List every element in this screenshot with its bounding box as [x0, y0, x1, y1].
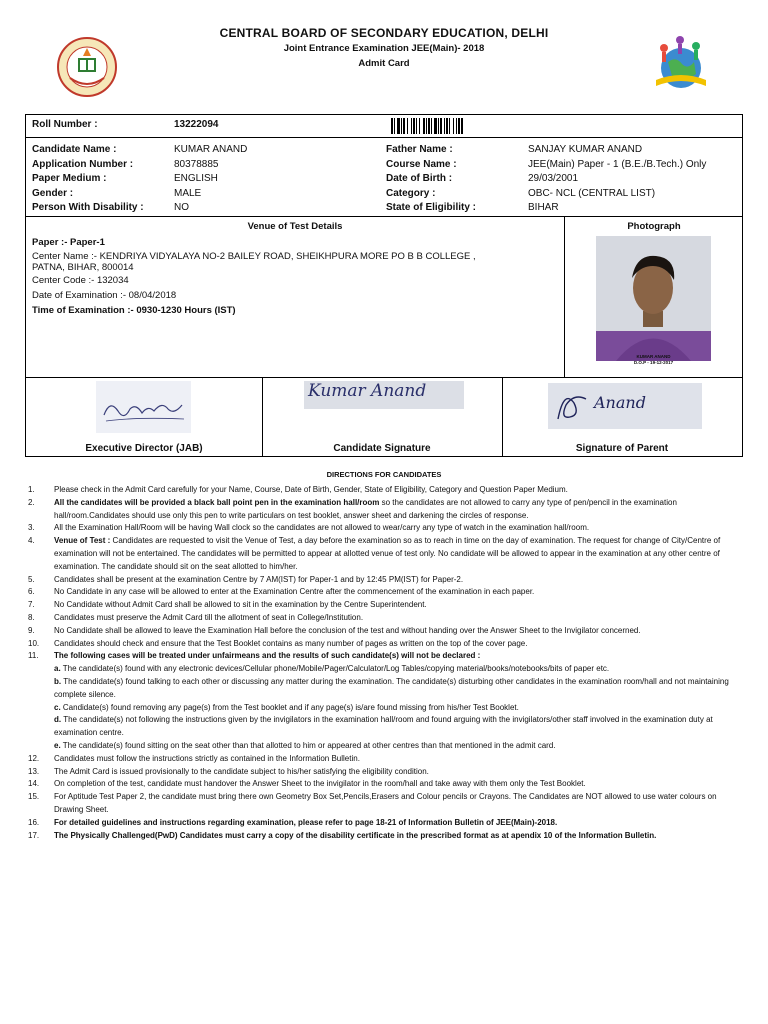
direction-number: 11. — [28, 651, 39, 661]
direction-item — [28, 484, 740, 497]
direction-text: All the candidates will be provided a black ball point pen in the examination hall/room so the candidates are not allowed to carry any type of pen/pencil in the examination hall/room.Candidates should use only this pen to write particulars on test booklet, answer sheet and darkening the circles of response. — [54, 497, 677, 520]
parent-signature-cell — [502, 377, 742, 457]
direction-number: 8. — [28, 612, 35, 622]
course-name-label: Course Name : — [386, 158, 457, 170]
photo-caption-dob: D.O.P - 19-12-2017 — [633, 360, 674, 365]
category-label: Category : — [386, 187, 436, 199]
direction-number: 7. — [28, 600, 35, 610]
center-address: PATNA, BIHAR, 800014 — [32, 262, 134, 273]
direction-subitem-text: a. The candidate(s) found with any electronic devices/Cellular phone/Mobile/Pager/Calculator/Log Tables/copying material/books/notebooks/bits of paper etc. — [54, 664, 610, 674]
barcode-bar — [444, 118, 445, 134]
barcode-bar — [446, 118, 448, 134]
candidate-photo — [596, 236, 711, 371]
direction-number: 2. — [28, 497, 35, 507]
direction-number: 12. — [28, 753, 40, 763]
category-value: OBC- NCL (CENTRAL LIST) — [528, 187, 656, 199]
direction-subitem-text: e. The candidate(s) found sitting on the seat other than that allotted to him or appeared at other centres than that mentioned in the admit card. — [54, 740, 556, 750]
admit-card-box — [25, 114, 743, 457]
gender-label: Gender : — [32, 187, 74, 199]
field-row — [386, 172, 741, 187]
direction-item — [28, 778, 740, 791]
direction-text: For Aptitude Test Paper 2, the candidate must bring there own Geometry Box Set,Pencils,Erasers and Colour pencils or Crayons. The Candidates are NOT allowed to use water colours on Drawing Sheet. — [54, 792, 717, 814]
roll-number-label: Roll Number : — [32, 119, 98, 130]
father-name-value: SANJAY KUMAR ANAND — [528, 144, 643, 155]
barcode-bar — [416, 118, 417, 134]
portrait-icon — [596, 236, 711, 371]
field-row — [32, 201, 392, 216]
photo-caption-name: KUMAR ANAND — [636, 354, 671, 359]
right-fields — [386, 143, 741, 216]
direction-text — [54, 650, 740, 663]
direction-item — [28, 574, 740, 587]
director-signature-icon — [96, 381, 191, 433]
directions-title: DIRECTIONS FOR CANDIDATES — [326, 470, 442, 479]
barcode-bar — [403, 118, 405, 134]
barcode-bar — [401, 118, 402, 134]
field-row — [386, 158, 741, 173]
direction-subitem-letter: e. — [54, 740, 61, 750]
direction-text — [54, 817, 740, 830]
direction-number: 3. — [28, 523, 35, 533]
direction-number: 1. — [28, 485, 35, 494]
direction-item — [28, 650, 740, 663]
direction-item — [28, 766, 740, 779]
divider — [26, 137, 742, 138]
field-row — [32, 187, 392, 202]
admit-card-title: Admit Card — [358, 58, 410, 69]
direction-text: Candidates must preserve the Admit Card till the allotment of seat in College/Institution. — [54, 612, 364, 622]
direction-item — [28, 535, 740, 573]
direction-subitem — [28, 663, 740, 676]
candidate-signature-cell — [262, 377, 502, 457]
dob-label: Date of Birth : — [386, 173, 453, 184]
direction-item — [28, 522, 740, 535]
candidate-name-value: KUMAR ANAND — [174, 144, 248, 155]
barcode-bar — [456, 118, 457, 134]
photo-title: Photograph — [627, 221, 681, 232]
direction-text: Please check in the Admit Card carefully for your Name, Course, Date of Birth, Gender, State of Eligibility, Category and Question Paper Medium. — [54, 485, 568, 494]
direction-text: On completion of the test, candidate must handover the Answer Sheet to the invigilator in the room/hall and take away with them only the Test Booklet. — [54, 779, 586, 789]
barcode-bar — [411, 118, 412, 134]
direction-number: 16. — [28, 817, 40, 827]
field-row — [386, 187, 741, 202]
barcode-bar — [428, 118, 430, 134]
barcode-bar — [407, 118, 408, 134]
center-name: Center Name :- KENDRIYA VIDYALAYA NO-2 BAILEY ROAD, SHEIKHPURA MORE PO B B COLLEGE , — [32, 251, 476, 262]
direction-item — [28, 791, 740, 817]
field-row — [32, 143, 392, 158]
direction-number: 6. — [28, 587, 35, 597]
barcode-bar — [397, 118, 400, 134]
direction-item — [28, 753, 740, 766]
direction-text: No Candidate without Admit Card shall be allowed to sit in the examination by the Centre Superintendent. — [54, 600, 427, 610]
exam-title: Joint Entrance Examination JEE(Main)- 2018 — [283, 43, 485, 54]
direction-text: No Candidate shall be allowed to leave the Examination Hall before the conclusion of the test and without handing over the Answer Sheet to the Invigilator concerned. — [54, 625, 641, 635]
candidate-name-label: Candidate Name : — [32, 144, 117, 155]
directions-list — [28, 484, 740, 842]
venue-title: Venue of Test Details — [247, 221, 343, 232]
left-fields — [32, 143, 392, 216]
course-name-value: JEE(Main) Paper - 1 (B.E./B.Tech.) Only — [528, 158, 707, 170]
exam-time: Time of Examination :- 0930-1230 Hours (IST) — [32, 305, 236, 316]
children-globe-icon — [650, 30, 712, 102]
paper-line: Paper :- Paper-1 — [32, 237, 105, 248]
divider — [26, 216, 742, 217]
field-row — [386, 143, 741, 158]
direction-subitem — [28, 714, 740, 740]
barcode-bar — [458, 118, 460, 134]
paper-medium-value: ENGLISH — [174, 173, 218, 184]
direction-text: Venue of Test : Candidates are requested to visit the Venue of Test, a day before the examination so as to reach in time on the day of examination. The request for change of City/Centre of examination will not be entertained. The candidates will be permitted to appear at allotted venue of test only. No candidate will be allowed to appear in the examination at any other centre of examination. The candidate should sit on the seat allotted to him/her. — [54, 536, 721, 571]
barcode-bar — [391, 118, 393, 134]
direction-item — [28, 638, 740, 651]
direction-number: 4. — [28, 536, 35, 546]
father-name-label: Father Name : — [386, 144, 453, 155]
center-code: Center Code :- 132034 — [32, 275, 129, 286]
exam-date: Date of Examination :- 08/04/2018 — [32, 290, 177, 301]
disability-value: NO — [174, 202, 189, 213]
parent-signature-label: Signature of Parent — [575, 443, 669, 454]
direction-item — [28, 586, 740, 599]
field-row — [386, 201, 741, 216]
direction-subitem-letter: b. — [54, 676, 62, 686]
barcode-bar — [449, 118, 450, 134]
direction-text: No Candidate in any case will be allowed to enter at the Examination Centre after the commencement of the examination in each paper. — [54, 587, 535, 597]
direction-text: Candidates must follow the instructions strictly as contained in the Information Bulletin. — [54, 753, 360, 763]
disability-label: Person With Disability : — [32, 202, 144, 213]
cbse-emblem-icon — [56, 36, 118, 98]
barcode-bar — [440, 118, 442, 134]
gender-value: MALE — [174, 187, 202, 199]
direction-item — [28, 830, 740, 843]
direction-subitem — [28, 702, 740, 715]
paper-medium-label: Paper Medium : — [32, 173, 107, 184]
state-eligibility-label: State of Eligibility : — [386, 202, 477, 213]
candidate-signature-label: Candidate Signature — [333, 443, 431, 454]
venue-details — [32, 237, 552, 317]
direction-bold-text: The following cases will be treated under unfairmeans and the results of such candidate(s) will not be declared : — [54, 651, 481, 661]
direction-number: 17. — [28, 830, 40, 840]
direction-text: Candidates should check and ensure that the Test Booklet contains as many number of pages as written on the top of the cover page. — [54, 638, 528, 648]
direction-subitem — [28, 740, 740, 753]
barcode-bar — [423, 118, 425, 134]
direction-bold-text: The Physically Challenged(PwD) Candidates must carry a copy of the disability certificate in the prescribed format as at apendix 10 of the Information Bulletin. — [54, 830, 657, 840]
direction-text — [54, 830, 740, 843]
barcode-bar — [413, 118, 415, 134]
direction-text: Candidates shall be present at the examination Centre by 7 AM(IST) for Paper-1 and by 12:45 PM(IST) for Paper-2. — [54, 574, 464, 584]
dob-value: 29/03/2001 — [528, 173, 579, 184]
roll-number-value: 13222094 — [174, 119, 219, 130]
application-number-value: 80378885 — [174, 158, 219, 170]
direction-subitem-letter: a. — [54, 664, 61, 674]
barcode-bar — [438, 118, 439, 134]
field-row — [32, 172, 392, 187]
direction-number: 10. — [28, 638, 40, 648]
barcode-icon — [391, 118, 501, 134]
direction-item — [28, 612, 740, 625]
direction-number: 5. — [28, 574, 35, 584]
barcode-bar — [461, 118, 463, 134]
direction-item — [28, 817, 740, 830]
direction-bold-text: Venue of Test : — [54, 536, 111, 546]
direction-bold-text: For detailed guidelines and instructions regarding examination, please refer to page 18-21 of Information Bulletin of JEE(Main)-2018. — [54, 817, 558, 827]
barcode-bar — [426, 118, 427, 134]
direction-item — [28, 625, 740, 638]
director-label: Executive Director (JAB) — [85, 443, 203, 454]
director-signature-cell — [26, 377, 262, 457]
direction-text: The Admit Card is issued provisionally to the candidate subject to his/her satisfying the eligibility condition. — [54, 766, 429, 776]
barcode-bar — [431, 118, 432, 134]
barcode-bar — [453, 118, 454, 134]
board-title: CENTRAL BOARD OF SECONDARY EDUCATION, DELHI — [219, 26, 549, 40]
parent-signature-flourish-icon — [552, 385, 592, 427]
direction-subitem-text: b. The candidate(s) found talking to each other or discussing any matter during the examination. The candidate(s) disturbing other candidates in the examination room/hall and not maintaining complete silence. — [54, 676, 729, 699]
direction-item — [28, 497, 740, 523]
direction-subitem-letter: d. — [54, 715, 62, 725]
candidate-signature: Kumar Anand — [304, 381, 464, 409]
direction-subitem-text: d. The candidate(s) not following the instructions given by the invigilators in the examination hall/room and found arguing with the invigilators/other staff involved in the examination duty at examination centre. — [54, 715, 713, 738]
state-eligibility-value: BIHAR — [528, 202, 559, 213]
direction-text: All the Examination Hall/Room will be having Wall clock so the candidates are not allowed to wear/carry any type of watch in the examination hall/room. — [54, 523, 590, 533]
application-number-label: Application Number : — [32, 158, 134, 170]
direction-number: 14. — [28, 779, 40, 789]
parent-signature: Anand — [594, 393, 646, 412]
barcode-bar — [419, 118, 420, 134]
direction-item — [28, 599, 740, 612]
field-row — [32, 158, 392, 173]
direction-subitem-text: c. Candidate(s) found removing any page(s) from the Test booklet and if any page(s) is/are found missing from his/her Test Booklet. — [54, 702, 519, 712]
barcode-bar — [434, 118, 437, 134]
direction-number: 9. — [28, 625, 35, 635]
divider — [564, 216, 565, 377]
direction-number: 15. — [28, 792, 40, 802]
direction-subitem — [28, 676, 740, 702]
barcode-bar — [394, 118, 395, 134]
direction-subitem-letter: c. — [54, 702, 61, 712]
direction-bold-text: All the candidates will be provided a black ball point pen in the examination hall/room — [54, 497, 380, 507]
direction-number: 13. — [28, 766, 40, 776]
